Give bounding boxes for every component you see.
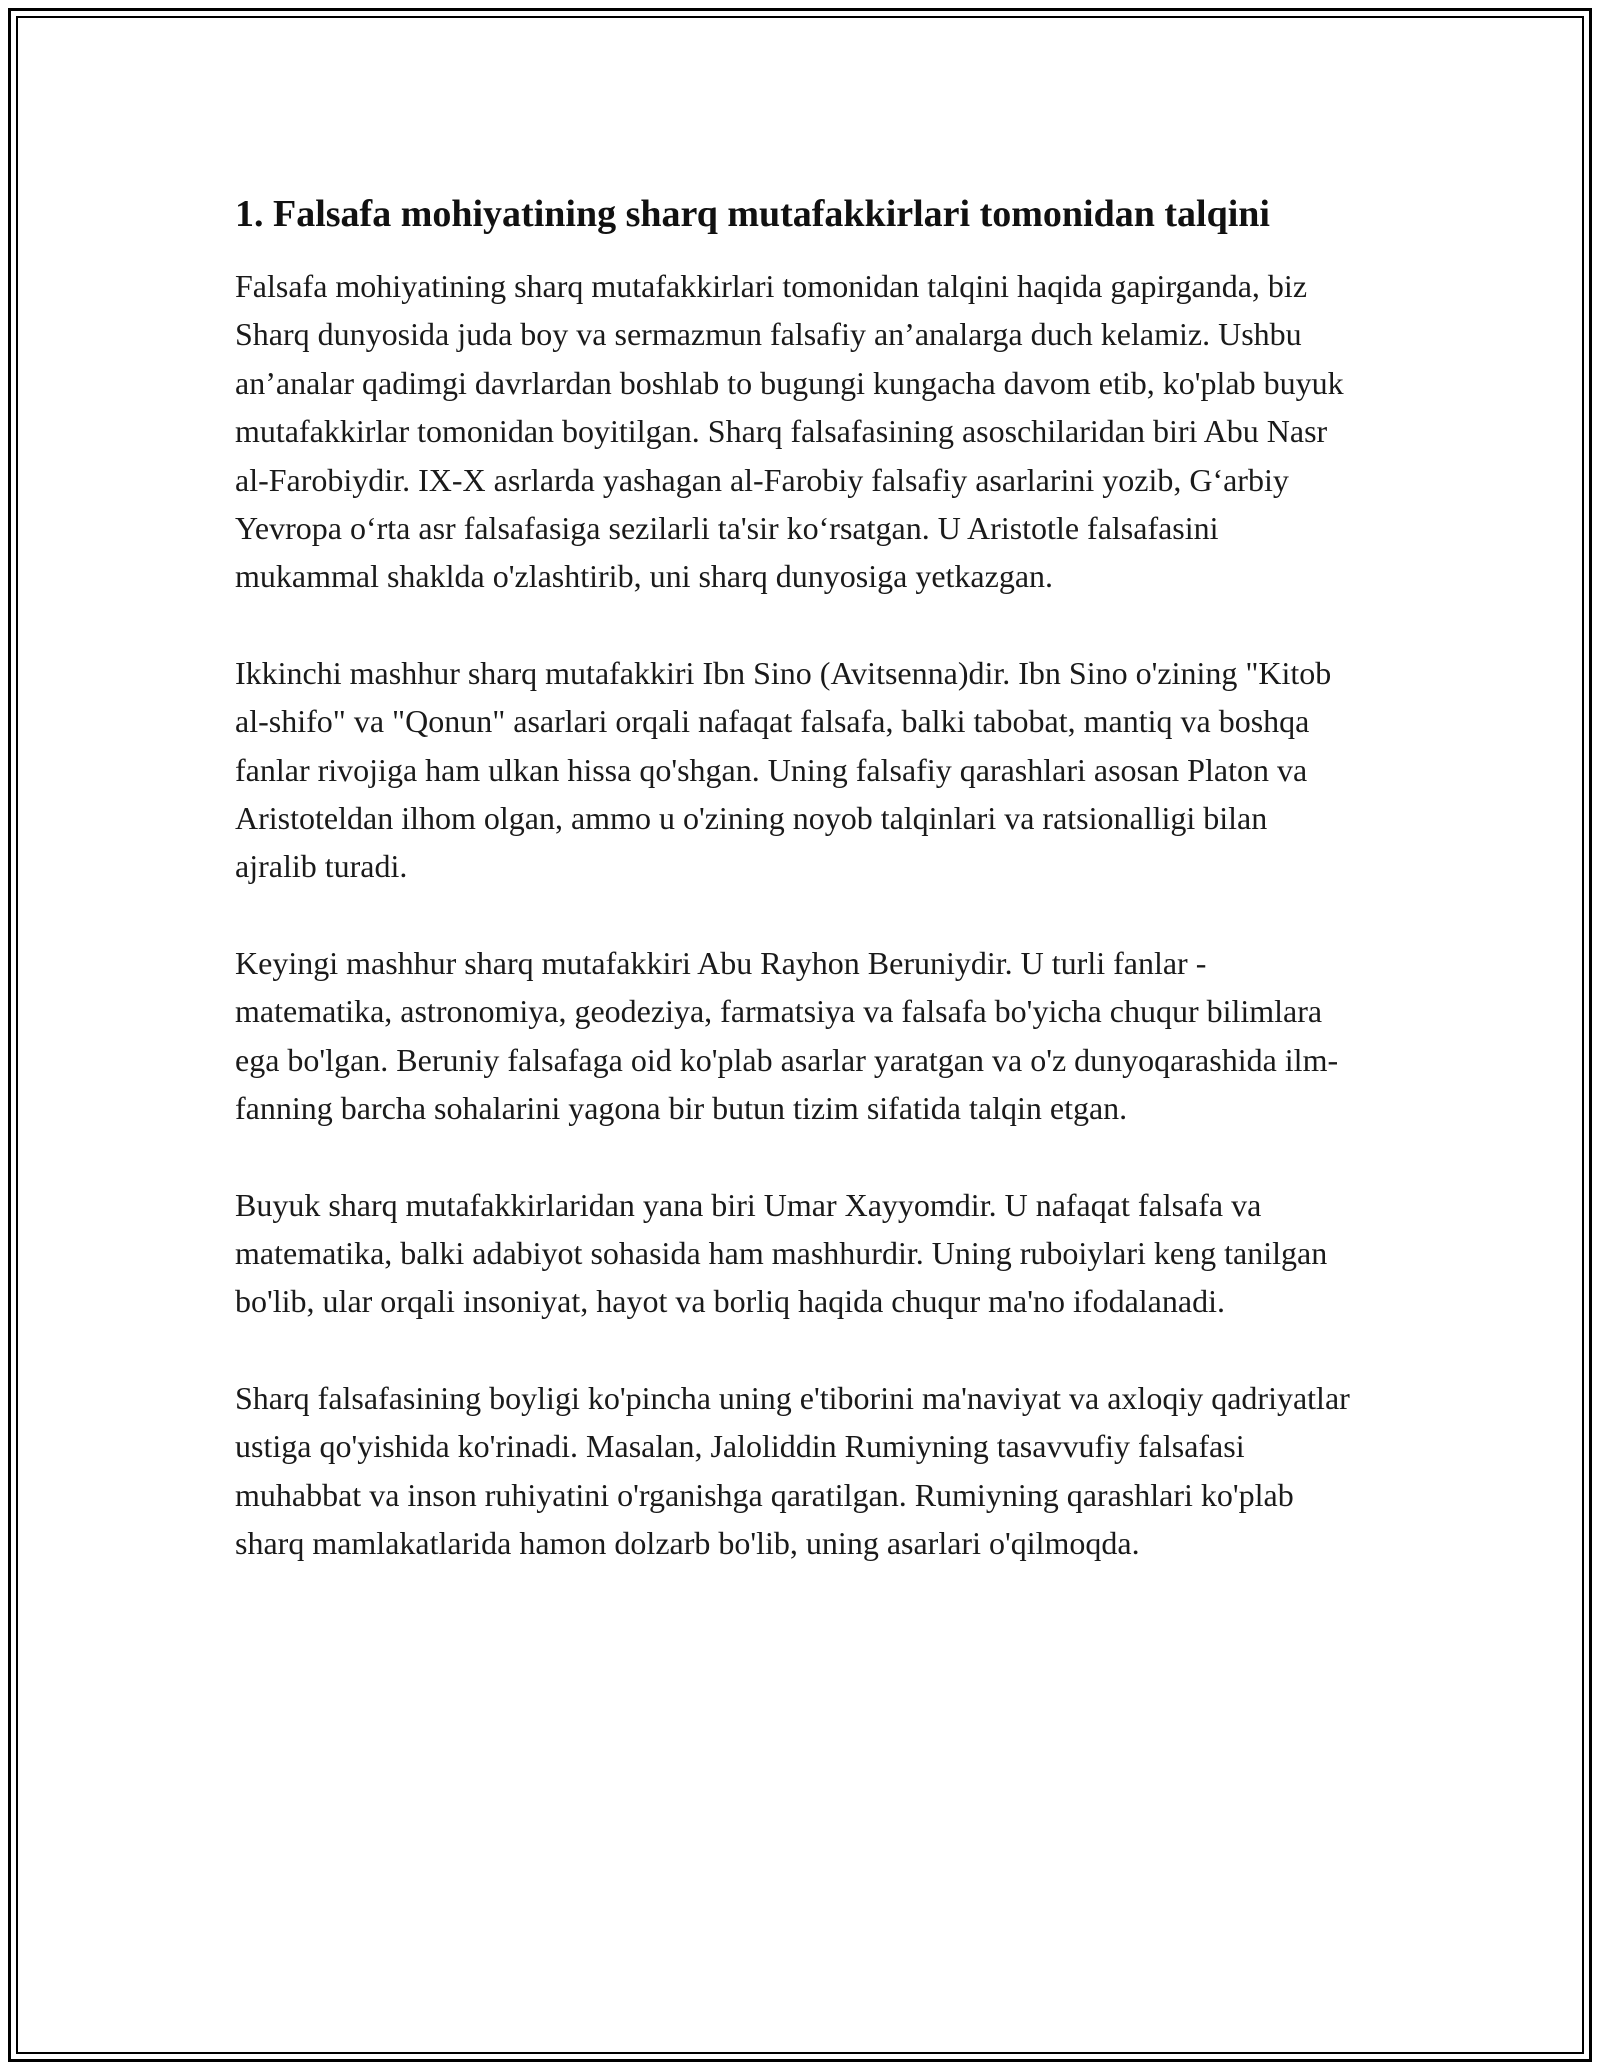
document-body	[235, 186, 1355, 1615]
paragraph-beruniy: Keyingi mashhur sharq mutafakkiri Abu Rayhon Beruniydir. U turli fanlar - matematika, astronomiya, geodeziya, farmatsiya va falsafa bo'yicha chuqur bilimlara ega bo'lgan. Beruniy falsafaga oid ko'plab asarlar yaratgan va o'z dunyoqarashida ilm-fanning barcha sohalarini yagona bir butun tizim sifatida talqin etgan.	[235, 944, 1339, 1127]
paragraph-umar-xayyom: Buyuk sharq mutafakkirlaridan yana biri Umar Xayyomdir. U nafaqat falsafa va matematika, balki adabiyot sohasida ham mashhurdir. Uning ruboiylari keng tanilgan bo'lib, ular orqali insoniyat, hayot va borliq haqida chuqur ma'no ifodalanadi.	[235, 1186, 1328, 1320]
paragraph-rumiy: Sharq falsafasining boyligi ko'pincha uning e'tiborini ma'naviyat va axloqiy qadriyatlar ustiga qo'yishida ko'rinadi. Masalan, Jaloliddin Rumiyning tasavvufiy falsafasi muhabbat va inson ruhiyatini o'rganishga qaratilgan. Rumiyning qarashlari ko'plab sharq mamlakatlarida hamon dolzarb bo'lib, uning asarlari o'qilmoqda.	[235, 1379, 1350, 1561]
section-heading: 1. Falsafa mohiyatining sharq mutafakkirlari tomonidan talqini	[235, 193, 1270, 235]
paragraph-ibn-sino: Ikkinchi mashhur sharq mutafakkiri Ibn Sino (Avitsenna)dir. Ibn Sino o'zining "Kitob al-shifo" va "Qonun" asarlari orqali nafaqat falsafa, balki tabobat, mantiq va boshqa fanlar rivojiga ham ulkan hissa qo'shgan. Uning falsafiy qarashlari asosan Platon va Aristoteldan ilhom olgan, ammo u o'zining noyob talqinlari va ratsionalligi bilan ajralib turadi.	[235, 654, 1332, 885]
paragraph-farobiy: Falsafa mohiyatining sharq mutafakkirlari tomonidan talqini haqida gapirganda, biz Sharq dunyosida juda boy va sermazmun falsafiy an’analarga duch kelamiz. Ushbu an’analar qadimgi davrlardan boshlab to bugungi kungacha davom etib, ko'plab buyuk mutafakkirlar tomonidan boyitilgan. Sharq falsafasining asoschilaridan biri Abu Nasr al-Farobiydir. IX-X asrlarda yashagan al-Farobiy falsafiy asarlarini yozib, G‘arbiy Yevropa o‘rta asr falsafasiga sezilarli ta'sir ko‘rsatgan. U Aristotle falsafasini mukammal shaklda o'zlashtirib, uni sharq dunyosiga yetkazgan.	[235, 268, 1344, 595]
